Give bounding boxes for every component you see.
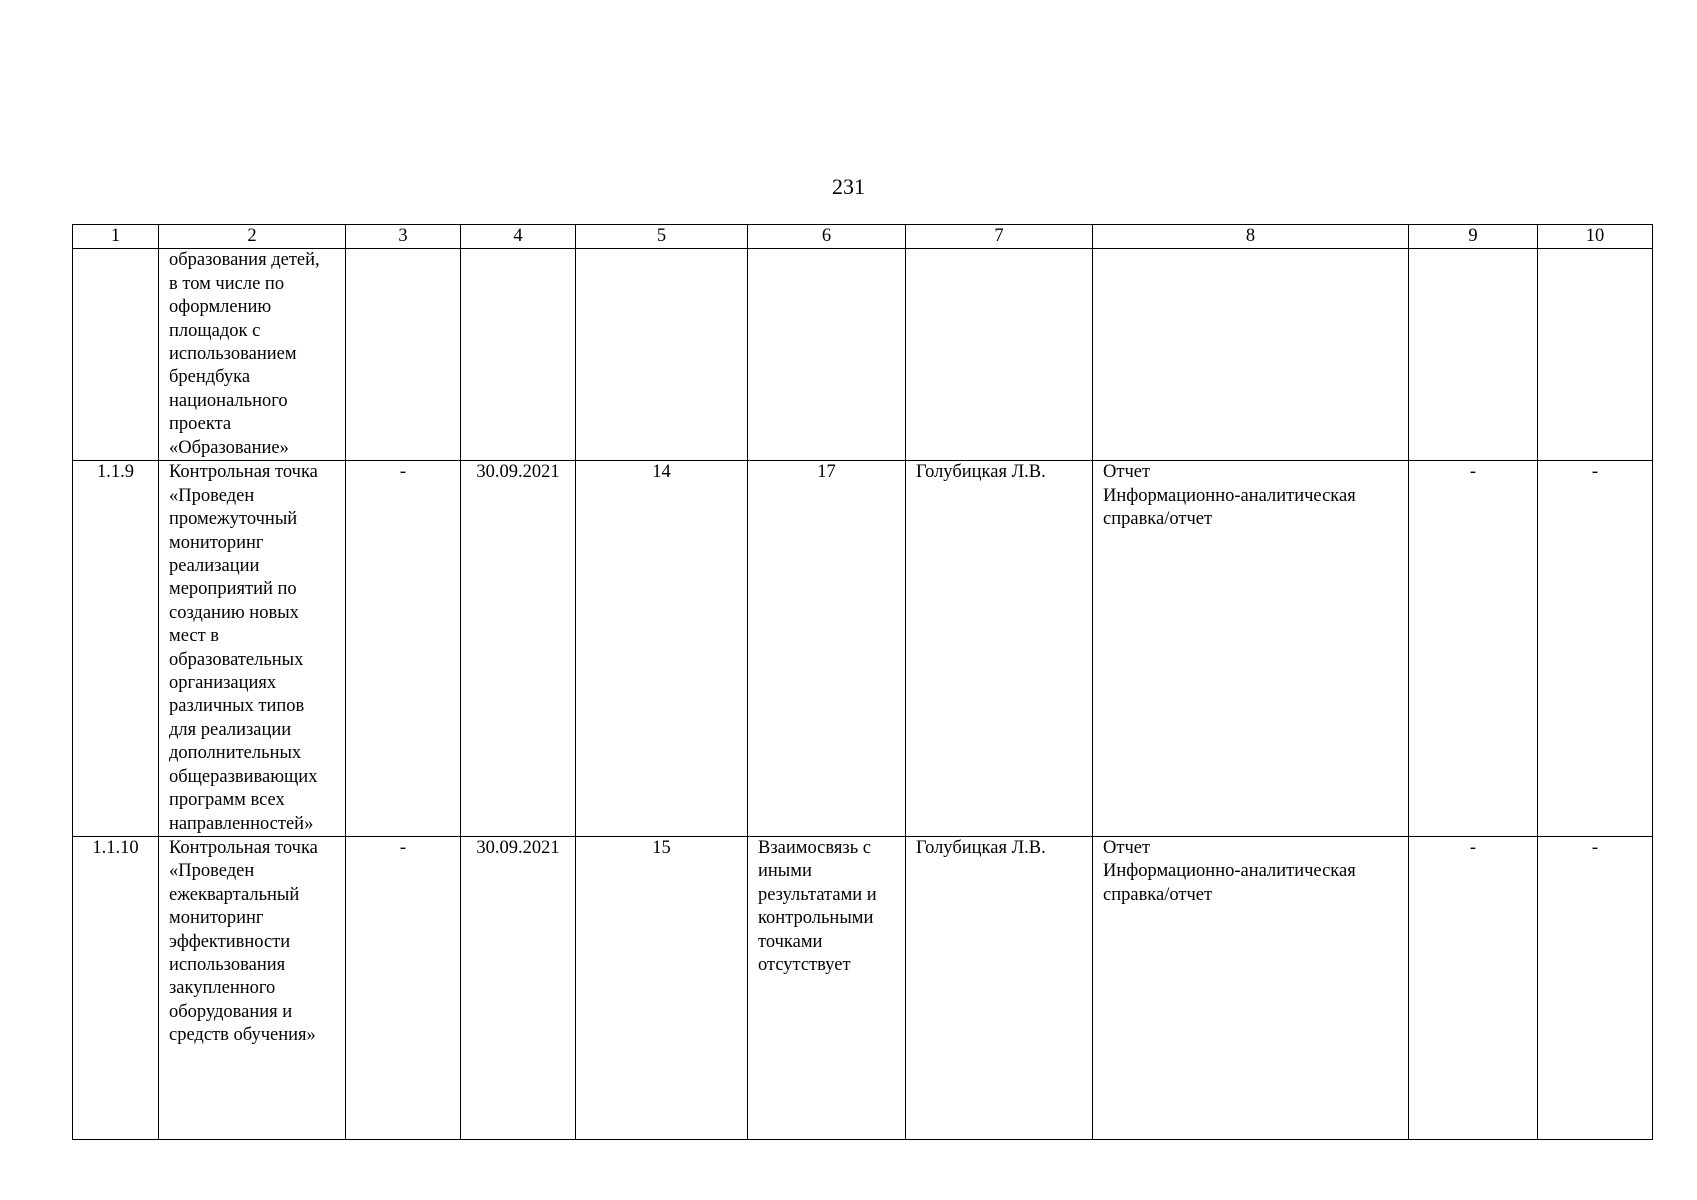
description-line: использования	[169, 954, 286, 975]
column-header-9: 9	[1409, 225, 1538, 249]
description-line: мест в	[169, 626, 220, 647]
col6-line: отсутствует	[758, 954, 851, 975]
cell-col10	[1538, 249, 1653, 461]
document-line: Отчет	[1103, 462, 1151, 483]
cell-responsible	[906, 249, 1093, 461]
document-line: Отчет	[1103, 837, 1151, 858]
description-line: различных типов	[169, 696, 305, 717]
cell-number: 1.1.10	[73, 836, 159, 1139]
description-line: площадок с	[169, 320, 261, 341]
col6-line: иными	[758, 861, 812, 882]
description-line: общеразвивающих	[169, 766, 318, 787]
document-line: Информационно-аналитическая	[1103, 861, 1356, 882]
cell-document	[1093, 836, 1409, 1139]
description-line: образовательных	[169, 649, 304, 670]
description-line: «Проведен	[169, 485, 255, 506]
cell-col3	[346, 249, 461, 461]
column-header-5: 5	[576, 225, 748, 249]
description-line: оборудования и	[169, 1001, 293, 1022]
description-line: организациях	[169, 673, 277, 694]
description-line: Контрольная точка	[169, 837, 318, 858]
col6-line: контрольными	[758, 908, 874, 929]
description-line: проекта	[169, 414, 232, 435]
cell-number	[73, 249, 159, 461]
document-line: Информационно-аналитическая	[1103, 485, 1356, 506]
cell-description	[159, 461, 346, 837]
description-line: созданию новых	[169, 602, 299, 623]
description-line: национального	[169, 390, 288, 411]
description-line: программ всех	[169, 790, 285, 811]
description-line: «Образование»	[169, 437, 289, 458]
document-table	[72, 224, 1653, 1140]
description-line: реализации	[169, 556, 260, 577]
col6-line: точками	[758, 931, 823, 952]
document-line: справка/отчет	[1103, 884, 1213, 905]
table-row	[73, 836, 1653, 1139]
document-line: справка/отчет	[1103, 509, 1213, 530]
cell-col6	[748, 249, 906, 461]
cell-description	[159, 249, 346, 461]
column-header-10: 10	[1538, 225, 1653, 249]
description-line: брендбука	[169, 367, 251, 388]
cell-document	[1093, 249, 1409, 461]
cell-col9: -	[1409, 461, 1538, 837]
cell-col5: 14	[576, 461, 748, 837]
column-header-7: 7	[906, 225, 1093, 249]
column-header-3: 3	[346, 225, 461, 249]
col6-line: 17	[817, 462, 836, 483]
cell-col9: -	[1409, 836, 1538, 1139]
cell-date: 30.09.2021	[461, 836, 576, 1139]
description-line: ежеквартальный	[169, 884, 300, 905]
description-line: промежуточный	[169, 509, 298, 530]
description-line: направленностей»	[169, 813, 314, 834]
description-line: в том числе по	[169, 273, 285, 294]
description-line: мероприятий по	[169, 579, 297, 600]
description-line: средств обучения»	[169, 1025, 316, 1046]
cell-document	[1093, 461, 1409, 837]
description-line: образования детей,	[169, 250, 320, 271]
description-line: закупленного	[169, 978, 276, 999]
description-line: оформлению	[169, 297, 272, 318]
cell-date	[461, 249, 576, 461]
cell-responsible: Голубицкая Л.В.	[906, 461, 1093, 837]
col6-line: результатами и	[758, 884, 877, 905]
column-header-1: 1	[73, 225, 159, 249]
header-row	[73, 225, 1653, 249]
description-line: мониторинг	[169, 532, 264, 553]
description-line: мониторинг	[169, 908, 264, 929]
cell-col10: -	[1538, 461, 1653, 837]
column-header-4: 4	[461, 225, 576, 249]
cell-col6	[748, 836, 906, 1139]
cell-number: 1.1.9	[73, 461, 159, 837]
cell-col5: 15	[576, 836, 748, 1139]
cell-col3: -	[346, 836, 461, 1139]
table-row	[73, 249, 1653, 461]
description-line: для реализации	[169, 719, 292, 740]
page-number: 231	[832, 174, 865, 199]
description-line: дополнительных	[169, 743, 302, 764]
cell-responsible: Голубицкая Л.В.	[906, 836, 1093, 1139]
description-line: эффективности	[169, 931, 291, 952]
cell-col3: -	[346, 461, 461, 837]
table-row	[73, 461, 1653, 837]
description-line: использованием	[169, 344, 297, 365]
column-header-2: 2	[159, 225, 346, 249]
cell-col5	[576, 249, 748, 461]
description-line: «Проведен	[169, 861, 255, 882]
cell-col6	[748, 461, 906, 837]
description-line: Контрольная точка	[169, 462, 318, 483]
column-header-8: 8	[1093, 225, 1409, 249]
col6-line: Взаимосвязь с	[758, 837, 871, 858]
cell-description	[159, 836, 346, 1139]
cell-col10: -	[1538, 836, 1653, 1139]
column-header-6: 6	[748, 225, 906, 249]
cell-col9	[1409, 249, 1538, 461]
cell-date: 30.09.2021	[461, 461, 576, 837]
